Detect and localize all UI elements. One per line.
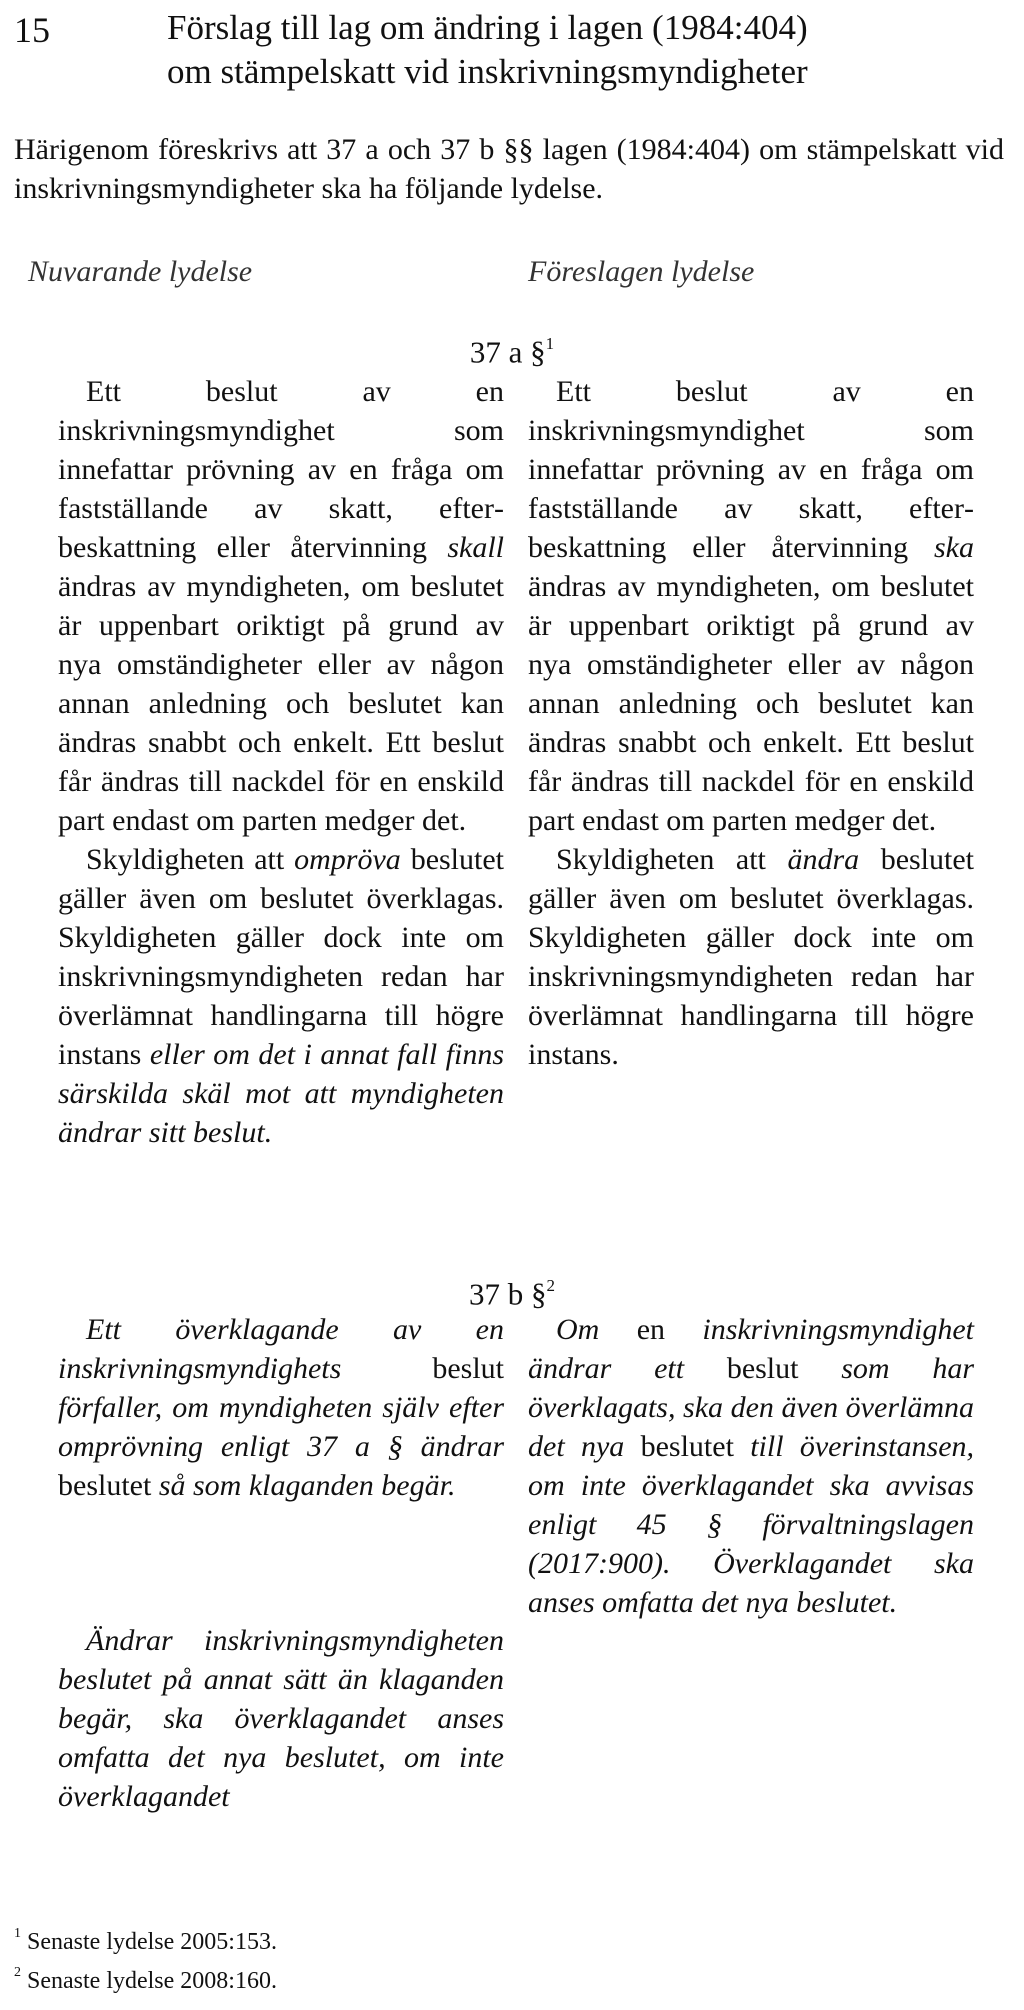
section-heading-37a	[0, 326, 1024, 371]
section-heading-37b	[0, 1268, 1024, 1313]
proposed-text-37b	[528, 1310, 974, 1622]
current-37a-paragraph-2: Skyldigheten att ompröva beslutet gäller även om beslutet överklagas. Skyldigheten gäller dock inte om inskrivningsmyndigheten redan har överlämnat handlingarna till högre instans eller om det i annat fall finns särskilda skäl mot att myndigheten ändrar sitt beslut.	[58, 843, 505, 1149]
current-text-37b	[58, 1310, 504, 1816]
current-37b-paragraph-1: Ett överklagande av en inskrivningsmyndighets beslut förfaller, om myndigheten själv efter omprövning enligt 37 a § ändrar beslutet så som klaganden begär.	[58, 1313, 504, 1502]
footnote-1	[14, 1920, 277, 1959]
proposed-37a-paragraph-1: Ett beslut av en inskrivningsmyndighet som innefattar prövning av en fråga om fastställande av skatt, efterbeskattning eller återvinning ska ändras av myndigheten, om beslutet är uppenbart oriktigt på grund av nya omständigheter eller av någon annan anledning och beslutet kan ändras snabbt och enkelt. Ett beslut får ändras till nackdel för en enskild part endast om parten medger det.	[528, 375, 974, 837]
current-37b-paragraph-2: Ändrar inskrivningsmyndigheten beslutet på annat sätt än klaganden begär, ska överklagandet anses omfatta det nya beslutet, om inte överklagandet	[58, 1624, 504, 1813]
title-line-2: om stämpelskatt vid inskrivningsmyndigheter	[167, 52, 808, 91]
section-label: 37 b §	[469, 1276, 547, 1312]
proposed-text-37a	[528, 372, 974, 1074]
proposed-37a-paragraph-2: Skyldigheten att ändra beslutet gäller även om beslutet överklagas. Skyldigheten gäller dock inte om inskrivningsmyndigheten redan har överlämnat handlingarna till högre instans.	[528, 843, 974, 1071]
column-heading-proposed: Föreslagen lydelse	[528, 255, 755, 288]
intro-paragraph: Härigenom föreskrivs att 37 a och 37 b §§ lagen (1984:404) om stämpelskatt vid inskrivningsmyndigheter ska ha följande lydelse.	[14, 133, 1004, 205]
section-label: 37 a §	[469, 334, 546, 370]
current-37a-paragraph-1: Ett beslut av en inskrivningsmyndighet som innefattar prövning av en fråga om fastställande av skatt, efterbeskattning eller återvinning skall ändras av myndigheten, om beslutet är uppenbart oriktigt på grund av nya omständigheter eller av någon annan anledning och beslutet kan ändras snabbt och enkelt. Ett beslut får ändras till nackdel för en enskild part endast om parten medger det.	[58, 375, 504, 837]
footnote-number: 1	[14, 1926, 21, 1941]
page-title	[167, 6, 1007, 94]
title-line-1: Förslag till lag om ändring i lagen (1984:404)	[167, 8, 808, 47]
current-text-37a	[58, 372, 504, 1152]
footnote-text: Senaste lydelse 2005:153.	[27, 1929, 277, 1955]
footnote-2	[14, 1959, 277, 1998]
footnote-number: 2	[14, 1965, 21, 1980]
proposed-37b-paragraph-1: Om en inskrivningsmyndighet ändrar ett beslut som har överklagats, ska den även överlämna det nya beslutet till överinstansen, om inte överklagandet ska avvisas enligt 45 § förvaltningslagen (2017:900). Överklagandet ska anses omfatta det nya beslutet.	[528, 1313, 975, 1619]
page-number: 15	[14, 10, 50, 50]
footnotes	[14, 1920, 277, 1998]
footnote-text: Senaste lydelse 2008:160.	[27, 1968, 277, 1994]
footnote-ref: 2	[546, 1276, 555, 1295]
column-heading-current: Nuvarande lydelse	[28, 255, 253, 288]
footnote-ref: 1	[545, 334, 555, 353]
